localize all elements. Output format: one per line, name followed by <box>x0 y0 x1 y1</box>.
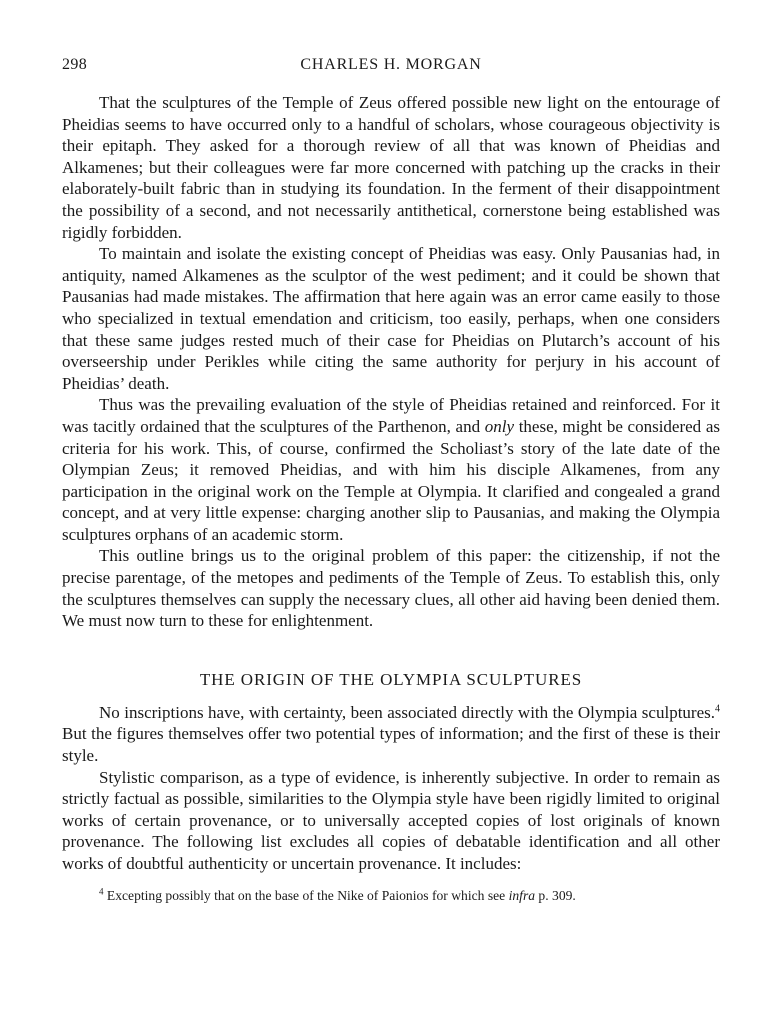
footnote: $^4$ Excepting possibly that on the base of the Nike of Paionios for which see infra p. 309. <box>99 886 576 903</box>
section-heading: THE ORIGIN OF THE OLYMPIA SCULPTURES <box>199 669 583 689</box>
paragraph: Thus was the prevailing evaluation of the style of Pheidias retained and reinforced. For it was tacitly ordained that the sculptures of the Parthenon, and only these, might be considered as criteria for his work. This, of course, confirmed the Scholiast’s story of the late date of the Olympian Zeus; it removed Pheidias, and with him his disciple Alkamenes, from any participation in the original work on the Temple at Olympia. It clarified and congealed a grand concept, and at very little expense: charging another slip to Pausanias, and making the Olympia sculptures orphans of an academic storm. <box>62 395 720 544</box>
running-head-author: CHARLES H. MORGAN <box>300 56 482 73</box>
footnote-mark: 4 <box>99 886 104 897</box>
body-text <box>62 92 720 875</box>
paragraph: Stylistic comparison, as a type of evidence, is inherently subjective. In order to remain as strictly factual as possible, similarities to the Olympia style have been rigidly limited to original works of certain provenance, or to universally accepted copies of lost originals of known provenance. The following list excludes all copies of debatable identification and all other works of doubtful authenticity or uncertain provenance. It includes: <box>62 767 720 873</box>
footnote-reference: 4 <box>715 703 720 715</box>
emphasis: only <box>484 416 515 436</box>
emphasis: infra <box>508 887 536 903</box>
running-head <box>62 56 720 82</box>
page-number: 298 <box>62 56 88 73</box>
paragraph: No inscriptions have, with certainty, been associated directly with the Olympia sculptures.$^4$ But the figures themselves offer two potential types of information; and the first of these is their style. <box>62 702 720 766</box>
paragraph: This outline brings us to the original problem of this paper: the citizenship, if not the precise parentage, of the metopes and pediments of the Temple of Zeus. To establish this, only the sculptures themselves can supply the necessary clues, all other aid having been denied them. We must now turn to these for enlightenment. <box>62 546 720 631</box>
paragraph: To maintain and isolate the existing concept of Pheidias was easy. Only Pausanias had, in antiquity, named Alkamenes as the sculptor of the west pediment; and it could be shown that Pausanias had made mistakes. The affirmation that here again was an error came easily to those who specialized in textual emendation and criticism, too easily, perhaps, when one considers that these same judges rested much of their case for Pheidias on Plutarch’s account of his overseership under Perikles while citing the same authority for perjury in his account of Pheidias’ death. <box>62 244 720 393</box>
page <box>62 56 720 905</box>
paragraph: That the sculptures of the Temple of Zeus offered possible new light on the entourage of Pheidias seems to have occurred only to a handful of scholars, whose courageous objectivity is their epitaph. They asked for a thorough review of all that was known of Pheidias and Alkamenes; but their colleagues were far more concerned with patching up the cracks in their elaborately-built fabric than in studying its foundation. In the ferment of their disappointment the possibility of a second, and not necessarily antithetical, cornerstone being established was rigidly forbidden. <box>62 93 720 242</box>
